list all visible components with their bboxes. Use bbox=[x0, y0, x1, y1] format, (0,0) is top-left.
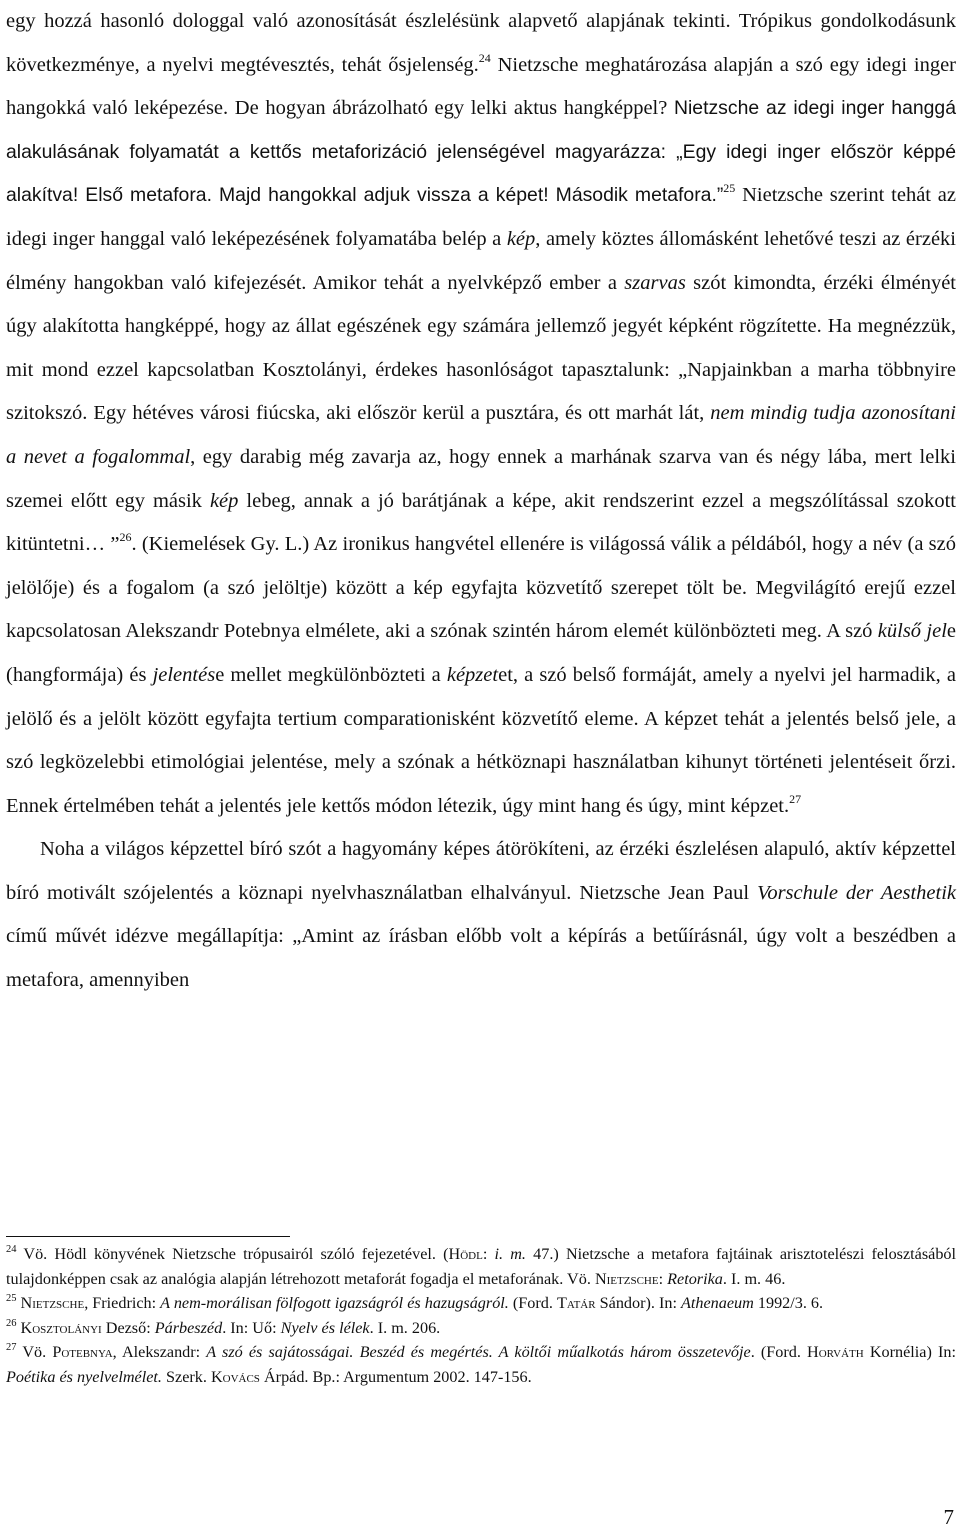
footnote-number: 25 bbox=[6, 1293, 17, 1305]
text-run: e (hangformája) és bbox=[6, 620, 956, 686]
text-run: című művét idézve megállapítja: „Amint az írásban előbb volt a képírás a betűírásnál, úgy volt a beszédben a metafora, amennyiben bbox=[6, 925, 956, 992]
text-run: . (Ford. bbox=[750, 1343, 808, 1362]
emphasis: kép bbox=[209, 489, 239, 512]
emphasis: kép bbox=[506, 227, 536, 250]
text-run: 47.) Nietzsche a metafora fajtáinak arisztotelészi felosztásából tulajdonképpen csak az analógia alapján létrehozott metaforát fogadja el metaforának. Vö. bbox=[6, 1245, 956, 1288]
text-run: 1992/3. 6. bbox=[753, 1294, 824, 1313]
text-run: , egy darabig még zavarja az, hogy ennek a marhának szarva van és négy lába, mert lelki szemei előtt egy másik bbox=[6, 445, 956, 512]
page-number: 7 bbox=[943, 1505, 954, 1529]
text-run: Noha a világos képzettel bíró szót a hagyomány képes átörökíteni, az érzéki észlelésen alapuló, aktív képzettel bíró motivált szójelentés a köznapi nyelvhasználatban elhalványul. Nietzsche Jean Paul bbox=[6, 838, 956, 904]
text-run: Nietzsche meghatározása alapján a szó egy idegi inger hangokká való leképezése. De hogyan ábrázolható egy lelki aktus hangképpel? bbox=[6, 53, 956, 120]
author-name: Nietzsche bbox=[16, 1294, 85, 1313]
author-name: Hödl bbox=[448, 1245, 483, 1263]
text-run: Nietzsche szerint tehát az idegi inger hanggal való leképezésének folyamatába belép a bbox=[6, 184, 956, 250]
footnote-ref-26[interactable]: 26 bbox=[119, 530, 132, 545]
text-run: Árpád. Bp.: Argumentum 2002. 147-156. bbox=[259, 1367, 532, 1386]
paragraph-1 bbox=[6, 0, 956, 828]
text-run: szót kimondta, érzéki élményét úgy alakította hangképpé, hogy az állat egészének egy számára jellemző jegyét képként rögzítette. Ha megnézzük, mit mond ezzel kapcsolatban Kosztolányi, érdekes hasonlóságot tapasztalunk: „Napjainkban a marha többnyire szitokszó. Egy hétéves városi fiúcska, aki először kerül a pusztára, és ott marhát lát, bbox=[6, 271, 956, 425]
footnote-separator bbox=[6, 1236, 290, 1237]
text-run: Vö. bbox=[16, 1343, 53, 1362]
book-title: Párbeszéd bbox=[154, 1318, 223, 1337]
text-run: . I. m. 206. bbox=[369, 1318, 441, 1337]
book-title: A nem-morálisan fölfogott igazságról és hazugságról. bbox=[160, 1294, 509, 1313]
emphasis: jelentés bbox=[152, 663, 216, 686]
text-run: Vö. Hödl könyvének Nietzsche trópusairól szóló fejezetével. ( bbox=[16, 1245, 449, 1263]
emphasis: képzet bbox=[446, 663, 499, 686]
body-text bbox=[6, 0, 956, 1003]
text-run: Sándor). In: bbox=[595, 1294, 681, 1313]
book-title: A szó és sajátosságai. Beszéd és megértés. A költői műalkotás három összetevője bbox=[206, 1343, 751, 1362]
author-name: Nietzsche bbox=[594, 1269, 659, 1288]
footnote-ref-24[interactable]: 24 bbox=[478, 50, 491, 65]
text-run: . In: Uő: bbox=[222, 1318, 281, 1337]
footnote-ref-25[interactable]: 25 bbox=[723, 181, 736, 196]
footnote-24 bbox=[6, 1242, 956, 1291]
footnote-25 bbox=[6, 1291, 956, 1316]
book-title: Nyelv és lélek bbox=[280, 1318, 370, 1337]
footnotes bbox=[6, 1242, 956, 1390]
text-run: , amely köztes állomásként lehetővé teszi az érzéki élmény hangokban való kifejezését. Amikor tehát a nyelvképző ember a bbox=[6, 227, 957, 294]
text-run: , Friedrich: bbox=[84, 1294, 161, 1313]
text-run: Szerk. bbox=[161, 1367, 211, 1386]
author-name: Horváth bbox=[807, 1343, 864, 1362]
page-content bbox=[6, 0, 956, 1003]
author-name: Potebnya bbox=[52, 1343, 113, 1362]
book-title: Vorschule der Aesthetik bbox=[757, 881, 956, 904]
author-name: Kovács bbox=[210, 1367, 260, 1386]
text-run: . I. m. 46. bbox=[722, 1269, 786, 1288]
text-run: . (Kiemelések Gy. L.) Az ironikus hangvétel ellenére is világossá válik a példából, hogy a név (a szó jelölője) és a fogalom (a szó jelöltje) között a kép egyfajta közvetítő szerepet tölt be. Megvilágító erejű ezzel kapcsolatosan Alekszandr Potebnya elmélete, aki a szónak szintén három elemét különbözteti meg. A szó bbox=[6, 533, 956, 643]
text-run: et, a szó belső formáját, amely a nyelvi jel harmadik, a jelölő és a jelölt között egyfajta tertium comparationisként közvetítő eleme. A képzet tehát a jelentés belső jele, a szó legközelebbi etimológiai jelentése, mely a szónak a hétköznapi használatban kihunyt történeti jelentéseit őrzi. Ennek értelmében tehát a jelentés jele kettős módon létezik, úgy mint hang és úgy, mint képzet. bbox=[6, 663, 956, 817]
emphasis: nem mindig tudja azonosítani a nevet a fogalommal bbox=[6, 402, 956, 468]
author-name: Kosztolányi bbox=[16, 1318, 102, 1337]
text-run: Kornélia) In: bbox=[863, 1343, 956, 1362]
footnote-ref-27[interactable]: 27 bbox=[789, 791, 802, 806]
journal-title: Athenaeum bbox=[681, 1294, 754, 1313]
emphasis: külső jel bbox=[877, 620, 947, 643]
text-run: , Alekszandr: bbox=[112, 1343, 207, 1362]
book-title: Retorika bbox=[667, 1269, 723, 1288]
text-run: (Ford. bbox=[508, 1294, 557, 1313]
text-run: egy hozzá hasonló dologgal való azonosítását észlelésünk alapvető alapjának tekinti. Trópikus gondolkodásunk következménye, a nyelvi megtévesztés, tehát ősjelenség. bbox=[6, 10, 956, 76]
footnote-27 bbox=[6, 1340, 956, 1389]
footnote-number: 27 bbox=[6, 1342, 17, 1354]
text-run: : bbox=[658, 1269, 668, 1288]
footnote-number: 24 bbox=[6, 1244, 17, 1255]
footnote-number: 26 bbox=[6, 1317, 17, 1329]
text-run: Dezső: bbox=[101, 1318, 155, 1337]
footnote-26 bbox=[6, 1316, 956, 1341]
emphasis: i. m. bbox=[494, 1245, 526, 1263]
text-run: lebeg, annak a jó barátjának a képe, akit rendszerint ezzel a megszólítással szokott kitüntetni… ” bbox=[6, 489, 956, 556]
text-run: e mellet megkülönbözteti a bbox=[215, 663, 447, 686]
nietzsche-quote: Nietzsche az idegi inger hanggá alakulásának folyamatát a kettős metaforizáció jelenségével magyarázza: „Egy idegi inger először képpé alakítva! Első metafora. Majd hangokkal adjuk vissza a képet! Második metafora.” bbox=[6, 97, 956, 207]
paragraph-2 bbox=[6, 828, 956, 1002]
emphasis: szarvas bbox=[624, 271, 686, 294]
text-run: : bbox=[482, 1245, 495, 1263]
book-title: Poétika és nyelvelmélet. bbox=[6, 1367, 162, 1386]
author-name: Tatár bbox=[556, 1294, 596, 1313]
